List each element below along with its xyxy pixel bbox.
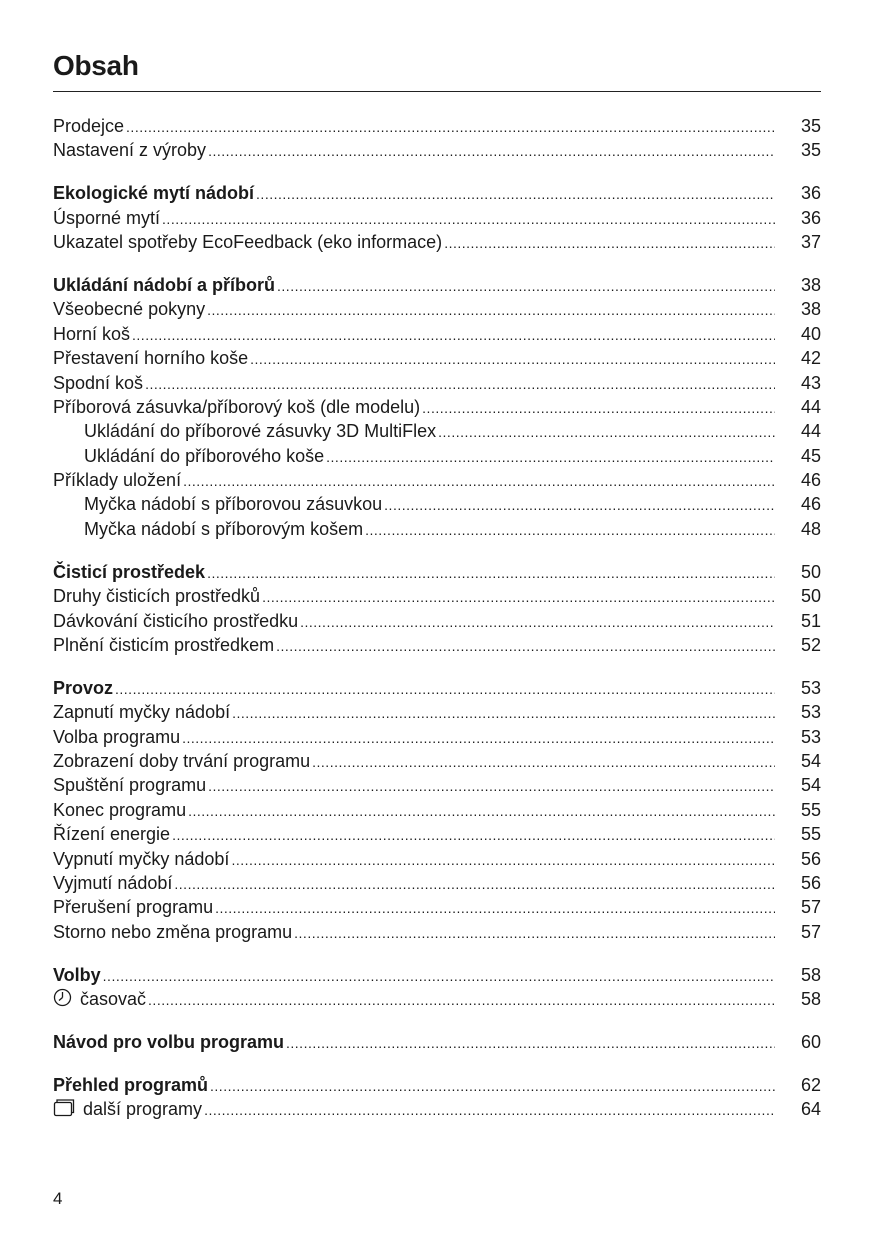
toc-entry[interactable]	[53, 138, 821, 162]
toc-label	[53, 1073, 208, 1097]
dot-leader	[207, 298, 775, 322]
toc-label	[53, 1097, 202, 1123]
dot-leader	[126, 115, 775, 139]
toc-entry[interactable]	[53, 584, 821, 608]
toc-entry[interactable]	[53, 871, 821, 895]
toc-label-text: Spodní koš	[53, 372, 144, 393]
toc-page-number: 62	[800, 1074, 821, 1095]
section-gap	[53, 254, 821, 273]
toc-label-text: Provoz	[53, 677, 114, 698]
toc-section-heading[interactable]	[53, 181, 821, 205]
dot-leader	[312, 750, 775, 774]
toc-label-text: Přestavení horního koše	[53, 348, 249, 369]
toc-page-number: 60	[800, 1031, 821, 1052]
toc-label	[53, 749, 310, 773]
dot-leader	[365, 518, 775, 542]
toc-label	[53, 322, 130, 346]
toc-label	[53, 560, 205, 584]
dot-leader	[183, 469, 775, 493]
toc-entry[interactable]	[53, 322, 821, 346]
toc-label	[53, 700, 230, 724]
toc-label-text: Myčka nádobí s příborovým košem	[84, 518, 364, 539]
toc-label	[53, 468, 181, 492]
toc-section-heading[interactable]	[53, 273, 821, 297]
dot-leader	[148, 988, 775, 1012]
dot-leader	[422, 396, 775, 420]
toc-page-number: 44	[800, 421, 821, 442]
toc-label	[53, 676, 113, 700]
toc-label	[53, 773, 206, 797]
toc-page-number: 53	[800, 677, 821, 698]
toc-label-text: Myčka nádobí s příborovou zásuvkou	[84, 494, 383, 515]
dot-leader	[277, 274, 775, 298]
section-gap	[53, 1054, 821, 1073]
section-gap	[53, 163, 821, 182]
toc-page-number: 38	[800, 299, 821, 320]
toc-page-number: 55	[800, 824, 821, 845]
clock-icon	[53, 988, 72, 1013]
toc-section-heading[interactable]	[53, 963, 821, 987]
toc-entry[interactable]	[53, 395, 821, 419]
toc-label-text: Ukládání do příborového koše	[84, 445, 325, 466]
dot-leader	[326, 445, 775, 469]
title-divider	[53, 91, 821, 92]
section-gap	[53, 944, 821, 963]
toc-label	[53, 371, 143, 395]
toc-label-text: Prodejce	[53, 116, 125, 136]
toc-label-text: Zapnutí myčky nádobí	[53, 702, 231, 723]
toc-page-number: 50	[800, 561, 821, 582]
toc-subentry[interactable]	[53, 517, 821, 541]
table-of-contents	[53, 114, 821, 1122]
toc-label	[53, 798, 186, 822]
toc-entry[interactable]	[53, 468, 821, 492]
toc-page-number: 53	[800, 726, 821, 747]
toc-label-text: Vyjmutí nádobí	[53, 872, 173, 893]
dot-leader	[250, 347, 775, 371]
toc-label	[53, 847, 229, 871]
toc-page-number: 44	[800, 396, 821, 417]
toc-page-number: 58	[800, 964, 821, 985]
more-programs-icon	[53, 1098, 75, 1123]
dot-leader	[231, 848, 775, 872]
toc-label	[53, 138, 206, 162]
toc-label	[53, 609, 298, 633]
toc-entry[interactable]	[53, 700, 821, 724]
toc-label-text: Ukládání do příborové zásuvky 3D MultiFlex	[84, 421, 437, 442]
toc-label-text: Ukazatel spotřeby EcoFeedback (eko informace)	[53, 232, 443, 253]
toc-entry[interactable]	[53, 773, 821, 797]
toc-page-number: 64	[800, 1099, 821, 1120]
toc-page-number: 58	[800, 989, 821, 1009]
dot-leader	[215, 896, 775, 920]
dot-leader	[438, 420, 775, 444]
toc-label-text: Příborová zásuvka/příborový koš (dle modelu)	[53, 396, 421, 417]
dot-leader	[188, 799, 775, 823]
dot-leader	[294, 921, 775, 945]
toc-label-text: Spuštění programu	[53, 775, 207, 796]
toc-label-text: Všeobecné pokyny	[53, 299, 206, 320]
toc-entry[interactable]	[53, 749, 821, 773]
dot-leader	[262, 585, 775, 609]
toc-label-text: Dávkování čisticího prostředku	[53, 610, 299, 631]
toc-label	[53, 297, 205, 321]
toc-page-number: 56	[800, 848, 821, 869]
toc-page-number: 46	[800, 494, 821, 515]
toc-entry[interactable]	[53, 847, 821, 871]
toc-page-number: 54	[800, 775, 821, 796]
page-title: Obsah	[53, 50, 139, 81]
toc-label-text: Storno nebo změna programu	[53, 921, 293, 942]
toc-label-text: Druhy čisticích prostředků	[53, 586, 261, 607]
page-number: 4	[53, 1189, 63, 1208]
toc-page-number: 37	[800, 232, 821, 253]
toc-label	[84, 419, 436, 443]
dot-leader	[208, 139, 775, 163]
toc-label-text: Přerušení programu	[53, 897, 214, 918]
toc-entry[interactable]	[53, 895, 821, 919]
toc-entry[interactable]	[53, 920, 821, 944]
dot-leader	[132, 323, 775, 347]
toc-label	[84, 517, 363, 541]
toc-entry[interactable]	[53, 371, 821, 395]
dot-leader	[276, 634, 775, 658]
toc-label	[53, 273, 275, 297]
toc-label	[84, 444, 324, 468]
dot-leader	[300, 610, 775, 634]
dot-leader	[172, 823, 775, 847]
toc-label	[53, 963, 101, 987]
toc-label	[53, 822, 170, 846]
toc-label	[53, 1030, 284, 1054]
toc-entry[interactable]	[53, 633, 821, 657]
toc-label-text: Volba programu	[53, 726, 181, 747]
dot-leader	[210, 1074, 775, 1098]
dot-leader	[204, 1098, 775, 1122]
toc-page-number: 56	[800, 872, 821, 893]
toc-section-heading[interactable]	[53, 1030, 821, 1054]
toc-section-heading[interactable]	[53, 676, 821, 700]
toc-entry[interactable]	[53, 297, 821, 321]
toc-label	[53, 114, 124, 138]
toc-entry[interactable]	[53, 609, 821, 633]
toc-label-text: Horní koš	[53, 323, 131, 344]
toc-label	[84, 492, 382, 516]
dot-leader	[182, 726, 775, 750]
toc-page-number: 35	[800, 140, 821, 161]
toc-label-text: Řízení energie	[53, 824, 171, 845]
toc-entry[interactable]	[53, 230, 821, 254]
toc-page-number: 43	[800, 372, 821, 393]
toc-page-number: 57	[800, 921, 821, 942]
toc-label-text: další programy	[83, 1099, 203, 1120]
toc-page-number: 36	[800, 183, 821, 204]
toc-entry[interactable]	[53, 822, 821, 846]
toc-page-number: 52	[800, 634, 821, 655]
toc-label	[53, 987, 146, 1013]
toc-page-number: 48	[800, 518, 821, 539]
dot-leader	[207, 561, 775, 585]
toc-label-text: Návod pro volbu programu	[53, 1031, 285, 1052]
toc-label	[53, 230, 442, 254]
toc-label-text: Volby	[53, 964, 101, 985]
toc-label-text: Ekologické mytí nádobí	[53, 183, 255, 204]
toc-label	[53, 346, 248, 370]
dot-leader	[162, 207, 775, 231]
toc-label	[53, 871, 172, 895]
toc-entry[interactable]	[53, 346, 821, 370]
dot-leader	[384, 493, 775, 517]
toc-label	[53, 920, 292, 944]
toc-label-text: Vypnutí myčky nádobí	[53, 848, 230, 869]
dot-leader	[208, 774, 775, 798]
toc-entry[interactable]	[53, 206, 821, 230]
toc-label-text: Konec programu	[53, 799, 187, 820]
toc-subentry[interactable]	[53, 492, 821, 516]
toc-subentry[interactable]	[53, 419, 821, 443]
toc-page-number: 50	[800, 586, 821, 607]
toc-label-text: Plnění čisticím prostředkem	[53, 634, 275, 655]
toc-label	[53, 633, 274, 657]
dot-leader	[145, 372, 775, 396]
toc-entry[interactable]	[53, 798, 821, 822]
toc-page-number: 42	[800, 348, 821, 369]
dot-leader	[444, 231, 775, 255]
toc-label-text: časovač	[80, 989, 147, 1009]
toc-label-text: Přehled programů	[53, 1074, 209, 1095]
toc-entry[interactable]	[53, 725, 821, 749]
toc-entry[interactable]	[53, 1097, 821, 1121]
toc-entry[interactable]	[53, 987, 821, 1011]
dot-leader	[256, 182, 775, 206]
toc-label-text: Úsporné mytí	[53, 207, 161, 228]
toc-page-number: 36	[800, 207, 821, 228]
toc-label	[53, 725, 180, 749]
toc-label	[53, 395, 420, 419]
toc-page-number: 46	[800, 470, 821, 491]
dot-leader	[103, 964, 775, 988]
dot-leader	[232, 701, 775, 725]
section-gap	[53, 541, 821, 560]
toc-section-heading[interactable]	[53, 560, 821, 584]
toc-label	[53, 206, 160, 230]
toc-label	[53, 181, 254, 205]
toc-subentry[interactable]	[53, 444, 821, 468]
section-gap	[53, 1011, 821, 1030]
toc-entry[interactable]	[53, 114, 821, 138]
dot-leader	[115, 677, 775, 701]
toc-page-number: 55	[800, 799, 821, 820]
toc-page-number: 45	[800, 445, 821, 466]
toc-label-text: Příklady uložení	[53, 470, 182, 491]
toc-label-text: Nastavení z výroby	[53, 140, 207, 161]
toc-label	[53, 584, 260, 608]
toc-page-number: 40	[800, 323, 821, 344]
toc-page-number: 35	[800, 116, 821, 136]
toc-label-text: Čisticí prostředek	[53, 561, 206, 582]
toc-page-number: 54	[800, 750, 821, 771]
toc-page-number: 57	[800, 897, 821, 918]
dot-leader	[174, 872, 775, 896]
toc-label	[53, 895, 213, 919]
toc-page-number: 51	[800, 610, 821, 631]
dot-leader	[286, 1031, 775, 1055]
toc-label-text: Zobrazení doby trvání programu	[53, 750, 311, 771]
toc-page-number: 53	[800, 702, 821, 723]
section-gap	[53, 657, 821, 676]
toc-label-text: Ukládání nádobí a příborů	[53, 274, 276, 295]
toc-page-number: 38	[800, 274, 821, 295]
toc-section-heading[interactable]	[53, 1073, 821, 1097]
